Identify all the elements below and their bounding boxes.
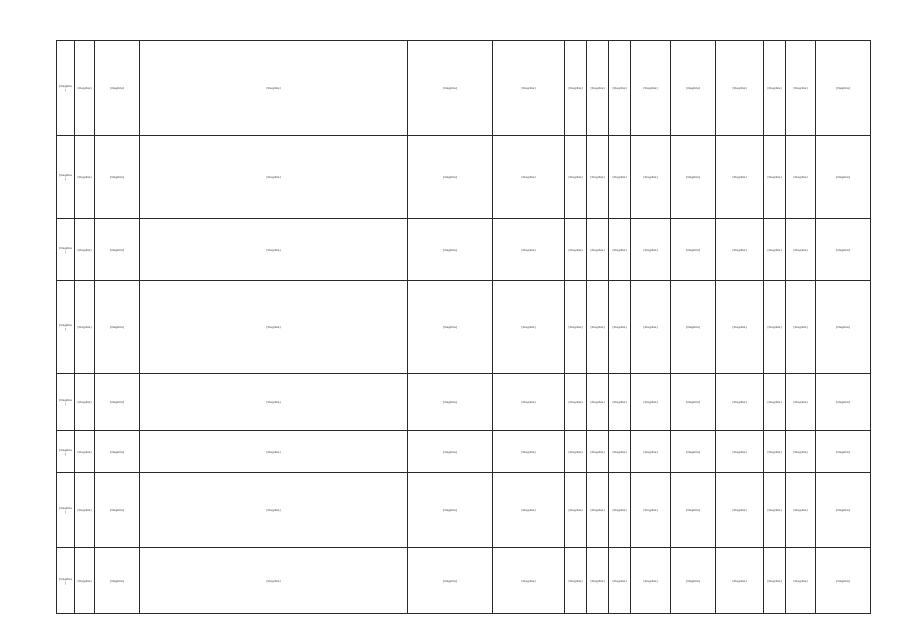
table-cell-c11: [illegible] <box>671 281 716 374</box>
table-cell-c1: [illegible] <box>57 41 75 136</box>
table-cell-c8: [illegible] <box>587 431 609 473</box>
table-cell-c4: [illegible] <box>140 548 408 614</box>
table-cell-c12: [illegible] <box>716 374 764 431</box>
table-cell-c1: [illegible] <box>57 281 75 374</box>
table-cell-c12: [illegible] <box>716 473 764 548</box>
table-cell-c1: [illegible] <box>57 548 75 614</box>
table-cell-c10: [illegible] <box>631 219 671 281</box>
table-cell-c9: [illegible] <box>609 281 631 374</box>
table-cell-c3: [illegible] <box>95 548 140 614</box>
table-cell-c2: [illegible] <box>75 374 95 431</box>
table-cell-c13: [illegible] <box>764 41 786 136</box>
table-cell-c6: [illegible] <box>493 41 565 136</box>
table-cell-c5: [illegible] <box>408 374 493 431</box>
table-cell-c7: [illegible] <box>565 431 587 473</box>
table-row <box>57 548 871 614</box>
table-cell-c2: [illegible] <box>75 473 95 548</box>
table-cell-c11: [illegible] <box>671 41 716 136</box>
table-cell-c15: [illegible] <box>816 431 871 473</box>
table-cell-c15: [illegible] <box>816 374 871 431</box>
table-cell-c2: [illegible] <box>75 219 95 281</box>
table-cell-c9: [illegible] <box>609 219 631 281</box>
table-cell-c14: [illegible] <box>786 374 816 431</box>
table-cell-c10: [illegible] <box>631 41 671 136</box>
table-cell-c15: [illegible] <box>816 136 871 219</box>
table-cell-c14: [illegible] <box>786 431 816 473</box>
table-cell-c13: [illegible] <box>764 548 786 614</box>
table-cell-c10: [illegible] <box>631 548 671 614</box>
table-cell-c8: [illegible] <box>587 136 609 219</box>
table-cell-c5: [illegible] <box>408 219 493 281</box>
table-cell-c5: [illegible] <box>408 548 493 614</box>
table-cell-c6: [illegible] <box>493 548 565 614</box>
table-cell-c4: [illegible] <box>140 431 408 473</box>
table-cell-c15: [illegible] <box>816 281 871 374</box>
table-cell-c11: [illegible] <box>671 473 716 548</box>
table-cell-c2: [illegible] <box>75 281 95 374</box>
table-row <box>57 374 871 431</box>
table-row <box>57 41 871 136</box>
table-cell-c8: [illegible] <box>587 473 609 548</box>
table-cell-c12: [illegible] <box>716 41 764 136</box>
table-cell-c5: [illegible] <box>408 281 493 374</box>
table-cell-c8: [illegible] <box>587 219 609 281</box>
table-cell-c7: [illegible] <box>565 219 587 281</box>
table-cell-c12: [illegible] <box>716 136 764 219</box>
table-cell-c12: [illegible] <box>716 281 764 374</box>
table-cell-c7: [illegible] <box>565 548 587 614</box>
table-cell-c13: [illegible] <box>764 136 786 219</box>
table-cell-c13: [illegible] <box>764 431 786 473</box>
table-cell-c7: [illegible] <box>565 281 587 374</box>
table-cell-c9: [illegible] <box>609 41 631 136</box>
table-cell-c9: [illegible] <box>609 374 631 431</box>
table-cell-c9: [illegible] <box>609 548 631 614</box>
table-cell-c2: [illegible] <box>75 136 95 219</box>
table-cell-c4: [illegible] <box>140 136 408 219</box>
table-cell-c15: [illegible] <box>816 473 871 548</box>
table-cell-c14: [illegible] <box>786 281 816 374</box>
table-cell-c14: [illegible] <box>786 136 816 219</box>
table-cell-c4: [illegible] <box>140 281 408 374</box>
table-cell-c12: [illegible] <box>716 431 764 473</box>
table-cell-c7: [illegible] <box>565 374 587 431</box>
table-cell-c6: [illegible] <box>493 374 565 431</box>
table-cell-c3: [illegible] <box>95 473 140 548</box>
table-cell-c3: [illegible] <box>95 281 140 374</box>
table-cell-c14: [illegible] <box>786 548 816 614</box>
table-cell-c1: [illegible] <box>57 431 75 473</box>
table-cell-c1: [illegible] <box>57 374 75 431</box>
registry-table-body <box>57 41 871 614</box>
table-cell-c2: [illegible] <box>75 431 95 473</box>
table-cell-c8: [illegible] <box>587 548 609 614</box>
table-cell-c10: [illegible] <box>631 136 671 219</box>
table-cell-c5: [illegible] <box>408 473 493 548</box>
table-cell-c6: [illegible] <box>493 136 565 219</box>
table-row <box>57 473 871 548</box>
table-row <box>57 136 871 219</box>
table-cell-c2: [illegible] <box>75 548 95 614</box>
registry-table <box>56 40 871 614</box>
table-cell-c14: [illegible] <box>786 219 816 281</box>
table-cell-c13: [illegible] <box>764 219 786 281</box>
table-cell-c13: [illegible] <box>764 473 786 548</box>
table-cell-c5: [illegible] <box>408 431 493 473</box>
table-cell-c15: [illegible] <box>816 41 871 136</box>
table-cell-c4: [illegible] <box>140 219 408 281</box>
table-cell-c12: [illegible] <box>716 219 764 281</box>
table-row <box>57 281 871 374</box>
table-cell-c3: [illegible] <box>95 374 140 431</box>
table-cell-c7: [illegible] <box>565 136 587 219</box>
table-cell-c15: [illegible] <box>816 219 871 281</box>
table-cell-c6: [illegible] <box>493 473 565 548</box>
table-cell-c11: [illegible] <box>671 219 716 281</box>
table-cell-c1: [illegible] <box>57 136 75 219</box>
table-cell-c10: [illegible] <box>631 473 671 548</box>
table-cell-c11: [illegible] <box>671 548 716 614</box>
table-cell-c1: [illegible] <box>57 219 75 281</box>
table-cell-c12: [illegible] <box>716 548 764 614</box>
table-cell-c6: [illegible] <box>493 219 565 281</box>
table-cell-c8: [illegible] <box>587 374 609 431</box>
table-cell-c14: [illegible] <box>786 473 816 548</box>
table-cell-c6: [illegible] <box>493 431 565 473</box>
table-cell-c6: [illegible] <box>493 281 565 374</box>
table-cell-c4: [illegible] <box>140 473 408 548</box>
table-cell-c9: [illegible] <box>609 473 631 548</box>
table-cell-c10: [illegible] <box>631 374 671 431</box>
table-cell-c11: [illegible] <box>671 136 716 219</box>
table-cell-c4: [illegible] <box>140 374 408 431</box>
table-cell-c2: [illegible] <box>75 41 95 136</box>
table-cell-c8: [illegible] <box>587 281 609 374</box>
table-cell-c3: [illegible] <box>95 136 140 219</box>
table-cell-c3: [illegible] <box>95 431 140 473</box>
table-cell-c5: [illegible] <box>408 41 493 136</box>
table-cell-c3: [illegible] <box>95 219 140 281</box>
table-cell-c7: [illegible] <box>565 41 587 136</box>
table-cell-c9: [illegible] <box>609 136 631 219</box>
table-row <box>57 219 871 281</box>
table-cell-c4: [illegible] <box>140 41 408 136</box>
table-row <box>57 431 871 473</box>
table-cell-c9: [illegible] <box>609 431 631 473</box>
table-cell-c14: [illegible] <box>786 41 816 136</box>
table-cell-c10: [illegible] <box>631 431 671 473</box>
table-cell-c13: [illegible] <box>764 281 786 374</box>
table-cell-c13: [illegible] <box>764 374 786 431</box>
table-cell-c11: [illegible] <box>671 431 716 473</box>
table-cell-c5: [illegible] <box>408 136 493 219</box>
table-cell-c15: [illegible] <box>816 548 871 614</box>
table-cell-c3: [illegible] <box>95 41 140 136</box>
table-cell-c10: [illegible] <box>631 281 671 374</box>
table-cell-c8: [illegible] <box>587 41 609 136</box>
table-cell-c1: [illegible] <box>57 473 75 548</box>
table-cell-c7: [illegible] <box>565 473 587 548</box>
table-cell-c11: [illegible] <box>671 374 716 431</box>
